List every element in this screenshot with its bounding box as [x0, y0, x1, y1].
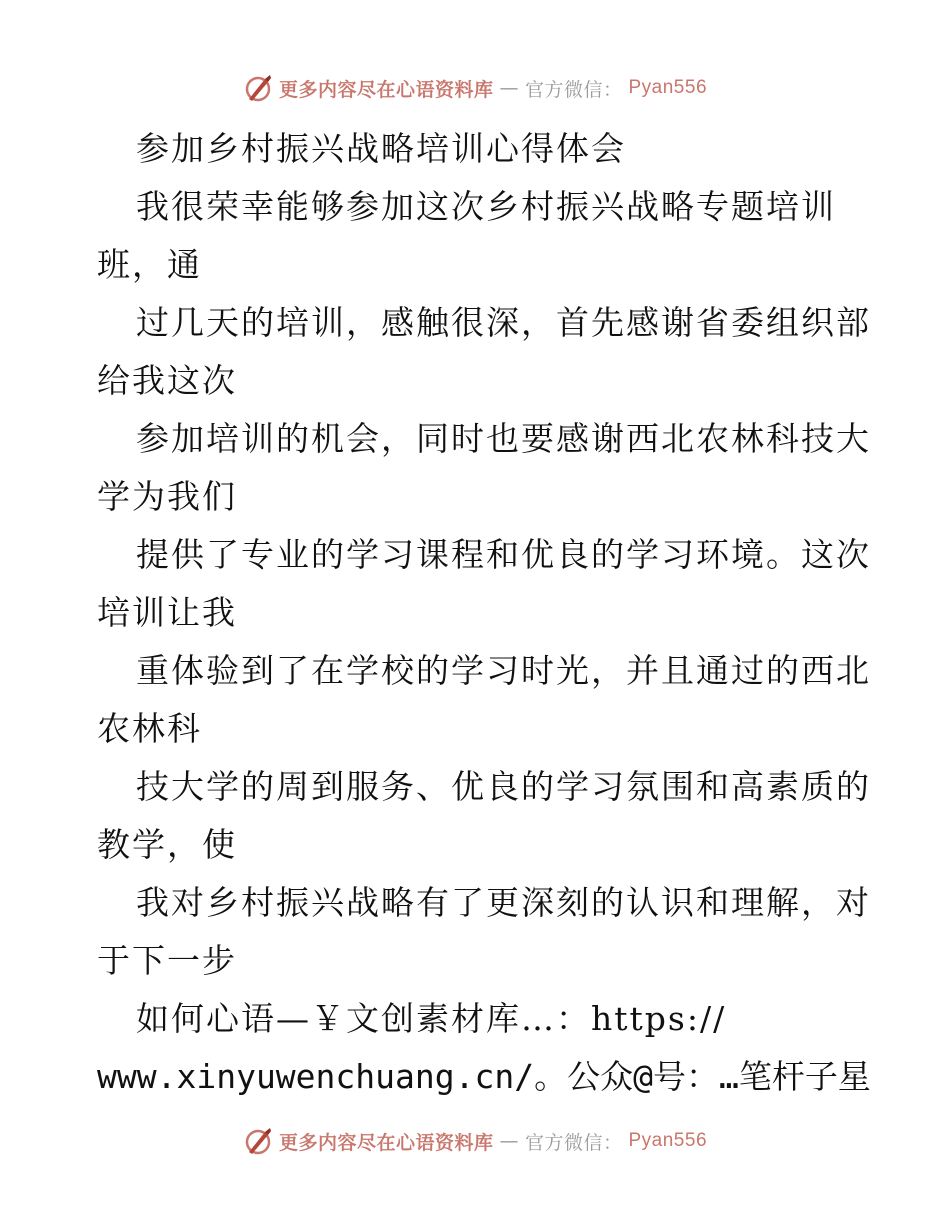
paragraph-line: 班，通 — [97, 245, 202, 284]
paragraph-line: 提供了专业的学习课程和优良的学习环境。这次 — [136, 535, 871, 574]
paragraph-line: 培训让我 — [97, 593, 237, 632]
watermark-dash: — — [499, 77, 519, 99]
watermark-main-text: 更多内容尽在心语资料库 — [278, 1131, 494, 1154]
watermark-wechat-id: Pyan556 — [628, 77, 708, 98]
paragraph-line: 学为我们 — [97, 477, 237, 516]
paragraph-line: 于下一步 — [97, 941, 237, 980]
paragraph-line-url: www.xinyuwenchuang.cn/。公众@号：…笔杆子星 — [97, 1057, 871, 1096]
paragraph-line: 农林科 — [97, 709, 202, 748]
watermark-wechat-label: 官方微信： — [524, 1131, 623, 1154]
watermark-wechat-id: Pyan556 — [628, 1130, 708, 1151]
paragraph-line: 重体验到了在学校的学习时光，并且通过的西北 — [136, 651, 871, 690]
header-watermark — [0, 68, 950, 108]
document-title: 参加乡村振兴战略培训心得体会 — [136, 129, 626, 168]
document-body — [97, 120, 871, 1106]
paragraph-line: 我很荣幸能够参加这次乡村振兴战略专题培训 — [136, 187, 836, 226]
watermark-main-text: 更多内容尽在心语资料库 — [278, 78, 494, 101]
paragraph-line: 我对乡村振兴战略有了更深刻的认识和理解，对 — [136, 883, 871, 922]
paragraph-line-url: 如何心语—￥文创素材库…：https:// — [136, 999, 727, 1038]
paragraph-line: 给我这次 — [97, 361, 237, 400]
paragraph-line: 过几天的培训，感触很深，首先感谢省委组织部 — [136, 303, 871, 342]
watermark-dash: — — [499, 1130, 519, 1152]
footer-watermark — [0, 1121, 950, 1161]
paragraph-line: 技大学的周到服务、优良的学习氛围和高素质的 — [136, 767, 871, 806]
quill-pen-logo-icon — [243, 73, 273, 103]
paragraph-line: 教学，使 — [97, 825, 237, 864]
watermark-wechat-label: 官方微信： — [524, 78, 623, 101]
quill-pen-logo-icon — [243, 1126, 273, 1156]
paragraph-line: 参加培训的机会，同时也要感谢西北农林科技大 — [136, 419, 871, 458]
